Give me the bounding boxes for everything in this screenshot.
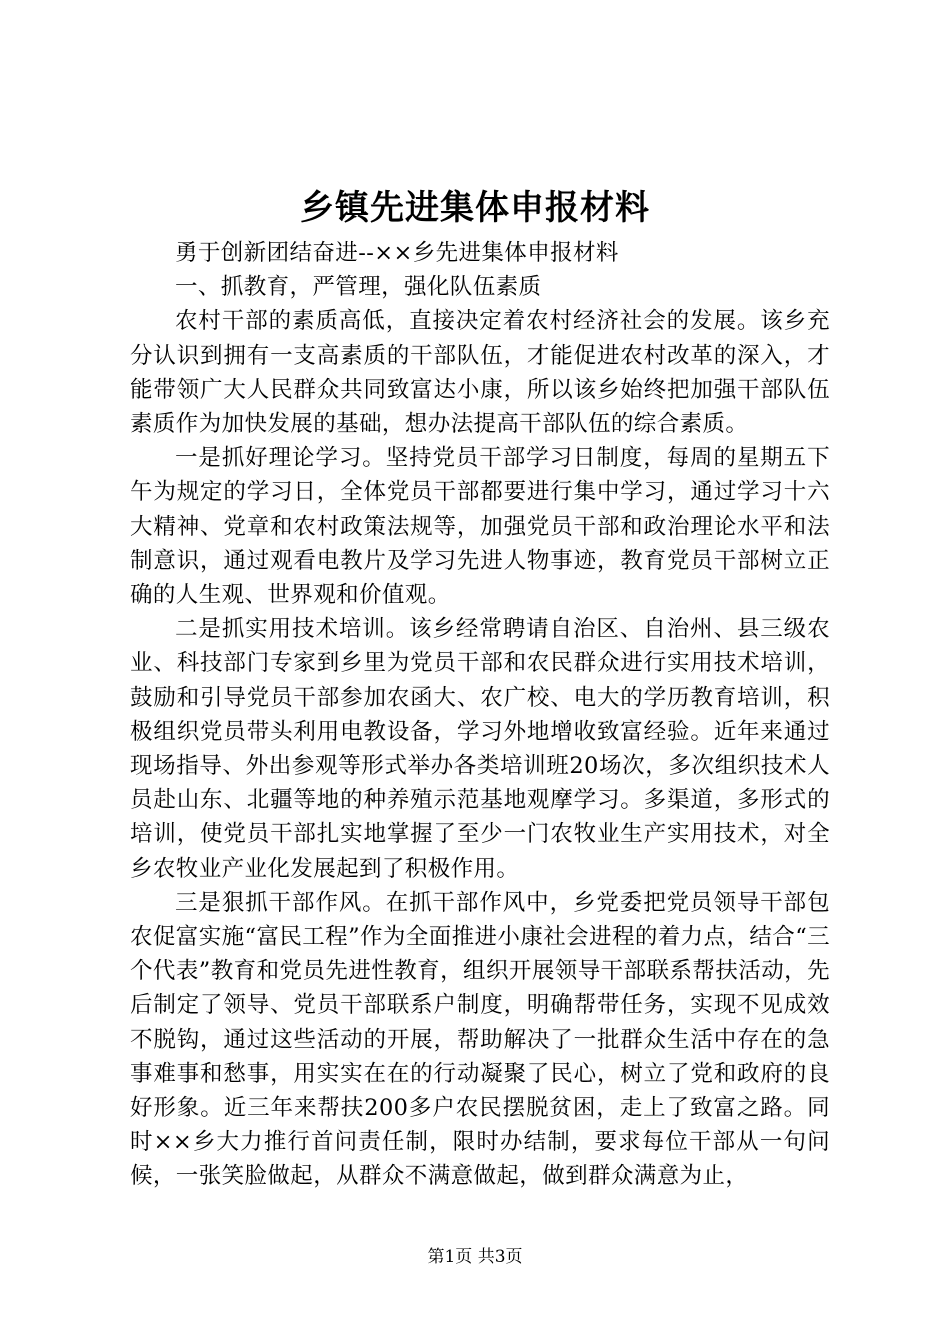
body-paragraph: 二是抓实用技术培训。该乡经常聘请自治区、自治州、县三级农业、科技部门专家到乡里为党员干部和农民群众进行实用技术培训，鼓励和引导党员干部参加农函大、农广校、电大的学历教育培训，积极组织党员带头利用电教设备，学习外地增收致富经验。近年来通过现场指导、外出参观等形式举办各类培训班20场次，多次组织技术人员赴山东、北疆等地的种养殖示范基地观摩学习。多渠道，多形式的培训，使党员干部扎实地掌握了至少一门农牧业生产实用技术，对全乡农牧业产业化发展起到了积极作用。 — [130, 616, 830, 882]
document-title: 乡镇先进集体申报材料 — [300, 188, 650, 228]
page-footer: 第1页 共3页 — [427, 1247, 523, 1267]
body-paragraph: 农村干部的素质高低，直接决定着农村经济社会的发展。该乡充分认识到拥有一支高素质的干部队伍，才能促进农村改革的深入，才能带领广大人民群众共同致富达小康，所以该乡始终把加强干部队伍素质作为加快发展的基础，想办法提高干部队伍的综合素质。 — [130, 308, 830, 438]
document-body — [130, 236, 830, 1194]
body-paragraph: 三是狠抓干部作风。在抓干部作风中，乡党委把党员领导干部包农促富实施“富民工程”作为全面推进小康社会进程的着力点，结合“三个代表”教育和党员先进性教育，组织开展领导干部联系帮扶活动，先后制定了领导、党员干部联系户制度，明确帮带任务，实现不见成效不脱钩，通过这些活动的开展，帮助解决了一批群众生活中存在的急事难事和愁事，用实实在在的行动凝聚了民心，树立了党和政府的良好形象。近三年来帮扶200多户农民摆脱贫困，走上了致富之路。同时××乡大力推行首问责任制，限时办结制，要求每位干部从一句问候，一张笑脸做起，从群众不满意做起，做到群众满意为止， — [130, 889, 830, 1190]
subtitle-paragraph: 勇于创新团结奋进--××乡先进集体申报材料 — [175, 240, 619, 266]
section-heading: 一、抓教育，严管理，强化队伍素质 — [175, 274, 542, 301]
body-paragraph: 一是抓好理论学习。坚持党员干部学习日制度，每周的星期五下午为规定的学习日，全体党员干部都要进行集中学习，通过学习十六大精神、党章和农村政策法规等，加强党员干部和政治理论水平和法制意识，通过观看电教片及学习先进人物事迹，教育党员干部树立正确的人生观、世界观和价值观。 — [130, 445, 830, 609]
